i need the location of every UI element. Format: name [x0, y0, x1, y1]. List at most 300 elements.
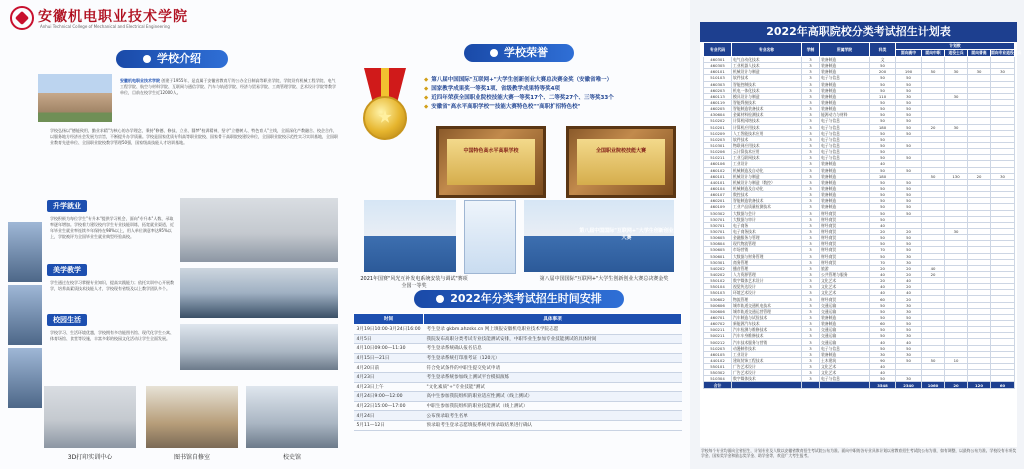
plan-title: 2022年高职院校分类考试招生计划表 — [700, 22, 1017, 42]
schedule-row — [354, 382, 682, 392]
plan-cell: 公共管理与服务 — [820, 271, 870, 277]
plan-cell: 3 — [802, 149, 820, 155]
plan-cell: 30 — [991, 69, 1015, 75]
plan-cell: 50 — [896, 118, 922, 124]
schedule-time-cell: 5月11—12日 — [354, 420, 424, 430]
plan-cell: 动漫制作技术 — [732, 345, 802, 351]
plan-cell: 50 — [896, 357, 922, 363]
plan-cell: 50 — [870, 308, 896, 314]
plan-total-cell: 60 — [991, 382, 1015, 388]
plan-cell: 财经商贸 — [820, 247, 870, 253]
plan-cell: 3 — [802, 204, 820, 210]
plan-cell: 3 — [802, 321, 820, 327]
plan-cell: 模具设计与制造 — [732, 93, 802, 99]
plan-cell: 文化艺术 — [820, 278, 870, 284]
library-photo — [146, 386, 238, 448]
campus-text: 学校学习、生活环境优越，学校拥有多功能图书馆、现代化学生公寓、体育场馆、食堂等设施，丰富多彩的校园文化活动让学生全面发展。 — [50, 330, 174, 341]
plan-cell: 城市轨道交通运营管理 — [732, 308, 802, 314]
plan-cell: 500212 — [704, 339, 732, 345]
schedule-time-cell: 4月15日—21日 — [354, 353, 424, 363]
plan-cell: 3 — [802, 173, 820, 179]
plan-cell: 10 — [945, 357, 968, 363]
honor-item: ◆ 国家教学成果奖一等奖1项、省级教学成果特等奖4项 — [424, 85, 684, 94]
plan-cell: 50 — [870, 376, 896, 382]
campus-photo — [38, 74, 112, 122]
plan-cell: 3 — [802, 155, 820, 161]
plan-cell: 50 — [870, 192, 896, 198]
plan-cell: 130 — [945, 173, 968, 179]
schedule-item-cell: 高中生参加我院组织的职业适应性测试（线上测试） — [424, 392, 682, 402]
plan-subheader: 面向专业退役士兵 — [991, 50, 1022, 55]
plan-cell: 文化艺术 — [820, 290, 870, 296]
certificate-photo — [464, 200, 516, 274]
plan-cell: 540202 — [704, 271, 732, 277]
plan-cell: 460203 — [704, 87, 732, 93]
plan-cell: 财经商贸 — [820, 259, 870, 265]
plan-cell: 50 — [870, 198, 896, 204]
plan-cell: 30 — [896, 93, 922, 99]
plan-cell: 文 — [870, 57, 896, 63]
school-name-en: Anhui Technical College of Mechanical and Electrical Engineering — [40, 24, 170, 29]
schedule-row — [354, 344, 682, 354]
plan-cell: 装备制造 — [820, 351, 870, 357]
plan-cell: 3 — [802, 259, 820, 265]
plan-cell: 装备制造 — [820, 198, 870, 204]
plan-cell: 30 — [945, 124, 968, 130]
schedule-row — [354, 401, 682, 411]
plan-cell: 20 — [922, 124, 945, 130]
plan-cell: 50 — [896, 235, 922, 241]
plan-cell: 510211 — [704, 155, 732, 161]
plan-cell: 3 — [802, 130, 820, 136]
plan-cell: 大数据与会计 — [732, 210, 802, 216]
plan-cell: 460105 — [704, 351, 732, 357]
plan-cell: 建筑装饰工程技术 — [732, 357, 802, 363]
plan-cell: 30 — [870, 351, 896, 357]
plan-cell: 50 — [896, 345, 922, 351]
plan-cell: 50 — [896, 327, 922, 333]
plan-cell: 440101 — [704, 179, 732, 185]
plan-cell: 3 — [802, 351, 820, 357]
plan-cell: 550104 — [704, 284, 732, 290]
plan-cell: 50 — [870, 106, 896, 112]
plan-cell: 装备制造 — [820, 314, 870, 320]
plan-cell: 财经商贸 — [820, 216, 870, 222]
plan-cell: 50 — [870, 345, 896, 351]
plan-subheader: 退役士兵 — [945, 50, 968, 57]
plan-cell: 70 — [870, 247, 896, 253]
plan-cell: 50 — [922, 357, 945, 363]
plan-cell: 50 — [870, 235, 896, 241]
plan-cell: 数字媒体技术 — [732, 376, 802, 382]
plan-cell: 500606 — [704, 302, 732, 308]
plan-cell: 交通运输 — [820, 333, 870, 339]
plan-total-row — [704, 382, 1015, 388]
plan-cell: 50 — [896, 241, 922, 247]
plan-cell: 50 — [896, 106, 922, 112]
honors-title-text: 学校荣誉 — [504, 46, 548, 59]
classroom-photo — [180, 268, 338, 318]
plan-cell: 软件技术 — [732, 75, 802, 81]
plan-cell: 3 — [802, 198, 820, 204]
plaque-right — [566, 126, 676, 198]
plan-total-cell: 120 — [968, 382, 991, 388]
schedule-row — [354, 334, 682, 344]
plan-cell: 20 — [896, 296, 922, 302]
honor-caption-left: 2021年国赛"风光互补发电系统安装与调试"赛项全国一等奖 — [360, 276, 468, 289]
plan-cell: 440102 — [704, 357, 732, 363]
plan-cell: 商务管理 — [732, 259, 802, 265]
plan-cell: 30 — [896, 308, 922, 314]
plan-cell: 530302 — [704, 210, 732, 216]
plan-cell: 460101 — [704, 173, 732, 179]
intro-title — [116, 50, 228, 68]
plan-cell: 50 — [896, 112, 922, 118]
plan-cell: 50 — [870, 167, 896, 173]
plan-cell: 460201 — [704, 198, 732, 204]
plan-cell: 50 — [896, 155, 922, 161]
plan-cell: 510304 — [704, 376, 732, 382]
plan-total-cell — [732, 382, 802, 388]
plan-cell: 530701 — [704, 222, 732, 228]
plan-cell: 3 — [802, 142, 820, 148]
plan-cell: 装备制造 — [820, 57, 870, 63]
plan-cell: 汽车检测与维修技术 — [732, 327, 802, 333]
plan-cell: 40 — [870, 222, 896, 228]
plan-cell: 3 — [802, 216, 820, 222]
plan-cell: 电子与信息 — [820, 376, 870, 382]
plan-cell: 20 — [896, 284, 922, 290]
plan-cell: 510301 — [704, 142, 732, 148]
plan-cell: 40 — [870, 290, 896, 296]
plan-cell: 20 — [870, 265, 896, 271]
schedule-row — [354, 392, 682, 402]
plan-cell: 50 — [896, 314, 922, 320]
plan-cell: 土木建筑 — [820, 357, 870, 363]
plan-cell: 460109 — [704, 204, 732, 210]
plan-cell: 3 — [802, 210, 820, 216]
plan-cell: 30 — [896, 351, 922, 357]
plan-cell: 装备制造 — [820, 87, 870, 93]
plan-cell: 城市轨道交通机电技术 — [732, 302, 802, 308]
schedule-item-cell: 我院发布高职分类考试专业技能测试安排，中职毕业生参加专业技能测试的具体时间 — [424, 334, 682, 344]
plan-cell: 工业设计 — [732, 351, 802, 357]
plan-cell: 50 — [896, 81, 922, 87]
plan-cell: 530605 — [704, 247, 732, 253]
plan-cell: 机械制造及自动化 — [732, 167, 802, 173]
plan-cell: 机械制造及自动化 — [732, 185, 802, 191]
plan-cell: 3 — [802, 345, 820, 351]
plan-cell: 40 — [896, 290, 922, 296]
award-team-photo — [364, 200, 456, 272]
plan-cell: 装备制造 — [820, 167, 870, 173]
plan-panel — [700, 22, 1022, 447]
plan-cell: 50 — [896, 167, 922, 173]
plan-cell: 40 — [896, 278, 922, 284]
plan-cell: 3 — [802, 228, 820, 234]
plan-cell: 50 — [896, 192, 922, 198]
plan-header-type: 科类 — [870, 43, 896, 57]
plan-cell: 430604 — [704, 112, 732, 118]
plan-cell: 530804 — [704, 241, 732, 247]
plan-cell: 财经商贸 — [820, 241, 870, 247]
plan-cell: 460702 — [704, 321, 732, 327]
plan-cell: 30 — [968, 69, 991, 75]
plan-cell: 装备制造 — [820, 63, 870, 69]
intro-body: 学校弘扬以"德能致用，勤业求精"为核心的办学理念，秉持"修德、修技、立业、圆梦"校训精神，坚守"立德树人、特色育人"主线，全面深化产教融合、校企合作，以服务地方经济社会发展为宗旨，不断提升办学质量。学校是国家优质专科高等职业院校、国家骨干高职院校建设单位，全国职业院校示范性实习实训基地，全国职业教育先进单位、全国职业院校教学管理50强，国家级高技能人才培训基地。 — [50, 128, 338, 145]
plan-cell: 460301 — [704, 57, 732, 63]
plan-cell: 50 — [870, 112, 896, 118]
intro-lead-name: 安徽机电职业技术学院 — [120, 78, 160, 83]
plan-cell: 3 — [802, 357, 820, 363]
dorm-photo — [180, 324, 338, 370]
plan-cell: 20 — [968, 173, 991, 179]
plan-cell: 550101 — [704, 364, 732, 370]
plan-cell: 数控技术 — [732, 192, 802, 198]
plan-cell: 50 — [870, 302, 896, 308]
plan-cell: 旅游 — [820, 265, 870, 271]
plan-cell: 财经商贸 — [820, 228, 870, 234]
plan-cell: 50 — [870, 136, 896, 142]
schedule-header-time: 时间 — [354, 314, 424, 325]
plan-cell: 510206 — [704, 149, 732, 155]
plan-cell: 510201 — [704, 124, 732, 130]
plan-cell: 3 — [802, 253, 820, 259]
school-name: 安徽机电职业技术学院 — [38, 9, 188, 25]
plan-cell: 物流管理 — [732, 296, 802, 302]
plan-cell: 汽车制造与试验技术 — [732, 314, 802, 320]
plan-cell: 460305 — [704, 63, 732, 69]
schedule-item-cell: 考生登录系统打印准考证（120元） — [424, 353, 682, 363]
plan-subheader: 面向高中 — [896, 50, 922, 57]
plan-cell: 460106 — [704, 161, 732, 167]
life-text: 学生通过在校学习掌握专业知识，提高实践能力；依托实训中心开展教学，培养高素质技术技能人才，学校现有省级及以上教学团队多个。 — [50, 280, 174, 291]
plan-cell: 3 — [802, 290, 820, 296]
plan-cell: 3 — [802, 376, 820, 382]
plan-cell: 3 — [802, 284, 820, 290]
schedule-row — [354, 420, 682, 430]
plan-cell: 电气自动化技术 — [732, 57, 802, 63]
plan-cell: 3 — [802, 69, 820, 75]
plan-cell: 40 — [896, 339, 922, 345]
plan-cell: 机械设计与制造 — [732, 173, 802, 179]
plan-cell: 3 — [802, 112, 820, 118]
plan-cell: 50 — [922, 173, 945, 179]
honors-panel — [344, 0, 690, 469]
schedule-title — [414, 290, 624, 308]
plan-cell: 计算机应用技术 — [732, 124, 802, 130]
history-hall-photo — [246, 386, 338, 448]
plan-cell: 500606 — [704, 308, 732, 314]
plan-cell: 交通运输 — [820, 308, 870, 314]
plan-cell: 40 — [870, 161, 896, 167]
plan-cell: 文化艺术 — [820, 364, 870, 370]
honor-item: ◆ 近四年荣获全国职业院校技能大赛一等奖17个、二等奖27个、三等奖33个 — [424, 94, 684, 103]
schedule-time-cell: 3月19日10:00-3月24日16:00 — [354, 325, 424, 335]
plan-cell: 60 — [870, 296, 896, 302]
plan-subheader: 面向普高 — [968, 50, 991, 57]
plan-cell: 510209 — [704, 130, 732, 136]
plan-cell: 50 — [896, 210, 922, 216]
plan-cell: 50 — [870, 210, 896, 216]
plan-cell: 大数据与审计 — [732, 216, 802, 222]
plan-footnote: 学校每个专业均面向全省招生，计划专业及人数以安徽省教育招生考试院公布为准。面向中职的各专业具体计划以省教育招生考试院公布为准，如有调整，以最终公布为准。学校设有专项奖学金、国家奖学金和励志奖学金、助学金等，欢迎广大考生报考。 — [701, 448, 1017, 458]
schedule-body — [354, 325, 682, 431]
plan-cell: 50 — [870, 99, 896, 105]
plan-cell: 电子商务技术 — [732, 228, 802, 234]
plan-cell: 3 — [802, 370, 820, 376]
plan-cell: 广告艺术设计 — [732, 370, 802, 376]
honor-caption-right: 第八届中国国际"互联网+"大学生创新创业大赛总决赛金奖 — [539, 276, 669, 282]
intro-lead-text: 创建于1955年，是直属于安徽省教育厅的公办全日制高等职业学院，学院设有机械工程学院、电气工程学院、航空与材料学院、互联网与通信学院、汽车与轨道学院、经济与贸易学院、工商管理学院、艺术设计学院等教学单位，目前在校学生近12000人。 — [120, 78, 336, 95]
plan-cell: 文化艺术 — [820, 284, 870, 290]
plan-cell: 50 — [870, 142, 896, 148]
school-logo-icon — [10, 6, 34, 30]
plan-cell: 机械设计与制造（数控） — [732, 179, 802, 185]
bullet-icon — [143, 55, 151, 63]
plan-cell: 数字媒体艺术设计 — [732, 278, 802, 284]
plan-cell: 3 — [802, 57, 820, 63]
plan-cell: 50 — [870, 185, 896, 191]
honor-list — [424, 76, 684, 112]
plan-cell: 财经商贸 — [820, 253, 870, 259]
plan-cell: 50 — [870, 253, 896, 259]
plan-cell: 交通运输 — [820, 327, 870, 333]
plan-cell: 50 — [870, 75, 896, 81]
plan-cell: 460107 — [704, 192, 732, 198]
plan-cell: 3 — [802, 333, 820, 339]
plan-header-code: 专业代码 — [704, 43, 732, 57]
plan-cell: 智能制造装备技术 — [732, 198, 802, 204]
schedule-row — [354, 363, 682, 373]
plan-cell: 3 — [802, 161, 820, 167]
plan-cell: 能源动力与材料 — [820, 112, 870, 118]
schedule-item-cell: 考生登录系统参加线上测试平台模拟演练 — [424, 372, 682, 382]
3d-print-photo — [44, 386, 136, 448]
plan-cell: 40 — [870, 271, 896, 277]
plan-cell: 70 — [870, 259, 896, 265]
plan-cell: 电子与信息 — [820, 345, 870, 351]
plan-cell: 460102 — [704, 167, 732, 173]
plan-cell: 交通运输 — [820, 339, 870, 345]
plan-cell: 财经商贸 — [820, 210, 870, 216]
plan-cell: 50 — [896, 99, 922, 105]
plan-cell: 金属材料检测技术 — [732, 112, 802, 118]
plan-cell: 新能源汽车技术 — [732, 321, 802, 327]
plan-cell: 装备制造 — [820, 69, 870, 75]
plan-cell: 装备制造 — [820, 106, 870, 112]
plan-cell: 装备制造 — [820, 173, 870, 179]
plan-cell: 文化艺术 — [820, 370, 870, 376]
header — [0, 0, 344, 36]
schedule-item-cell: "文化素质"+"专业技能"测试 — [424, 382, 682, 392]
schedule-row — [354, 411, 682, 421]
plan-cell: 播音管理 — [732, 265, 802, 271]
plan-cell: 3 — [802, 185, 820, 191]
plan-cell: 3 — [802, 302, 820, 308]
plan-cell: 50 — [870, 118, 896, 124]
schedule-time-cell: 4月24日9:00—12:00 — [354, 392, 424, 402]
schedule-item-cell: 中职生参加我院组织的职业技能测试（线上测试） — [424, 401, 682, 411]
plan-header-count: 计划数 — [896, 43, 1015, 50]
plan-cell: 50 — [870, 333, 896, 339]
honors-title — [464, 44, 574, 62]
plan-cell: 3 — [802, 81, 820, 87]
plan-cell: 工业产品质量检测技术 — [732, 204, 802, 210]
plan-cell: 50 — [870, 63, 896, 69]
plan-cell: 20 — [922, 271, 945, 277]
plan-cell: 计算机网络技术 — [732, 118, 802, 124]
plaque-right-text: 全国职业院校技能大赛 — [595, 148, 646, 154]
plan-cell: 110 — [870, 93, 896, 99]
plan-cell: 500211 — [704, 327, 732, 333]
plan-cell: 50 — [870, 179, 896, 185]
plan-cell: 50 — [870, 149, 896, 155]
plan-total-cell — [820, 382, 870, 388]
schedule-time-cell: 4月23日 — [354, 372, 424, 382]
plan-cell: 40 — [870, 370, 896, 376]
plan-cell: 3 — [802, 271, 820, 277]
plan-cell: 工业互联网技术 — [732, 155, 802, 161]
plan-cell: 540202 — [704, 265, 732, 271]
plan-cell: 50 — [870, 81, 896, 87]
photo-collage — [8, 222, 42, 412]
plan-cell: 环境艺术设计 — [732, 290, 802, 296]
plan-cell: 3 — [802, 106, 820, 112]
plan-cell: 550102 — [704, 278, 732, 284]
plan-cell: 工业设计 — [732, 161, 802, 167]
plan-cell: 510203 — [704, 345, 732, 351]
caption-library: 图书馆自修室 — [173, 454, 210, 461]
plan-cell: 190 — [896, 69, 922, 75]
plan-cell: 3 — [802, 179, 820, 185]
plan-cell: 财经商贸 — [820, 235, 870, 241]
plan-cell: 20 — [896, 271, 922, 277]
plan-cell: 200 — [870, 69, 896, 75]
plan-cell: 电子商务 — [732, 222, 802, 228]
schedule-item-cell: 符合免试条件的中职生提交免试申请 — [424, 363, 682, 373]
life-tag: 美学教学 — [47, 264, 87, 276]
schedule-item-cell: 公布预录取考生名单 — [424, 411, 682, 421]
plan-cell: 3 — [802, 136, 820, 142]
plan-cell: 3 — [802, 265, 820, 271]
plan-cell: 机电一体化技术 — [732, 87, 802, 93]
plan-cell: 汽车车身维修技术 — [732, 333, 802, 339]
plan-cell: 30 — [945, 69, 968, 75]
plan-cell: 电子与信息 — [820, 136, 870, 142]
plan-cell: 530602 — [704, 296, 732, 302]
honor-item: ◆ 安徽省"高水平高职学校""技能大赛特色校""高职扩招特色校" — [424, 103, 684, 112]
plan-total-cell: 20 — [945, 382, 968, 388]
plan-cell: 物联网应用技术 — [732, 142, 802, 148]
plan-cell: 软件技术 — [732, 136, 802, 142]
plan-cell: 3 — [802, 93, 820, 99]
plan-cell: 50 — [896, 75, 922, 81]
plan-cell: 30 — [945, 228, 968, 234]
lab-photo — [180, 198, 338, 262]
plan-cell: 40 — [870, 339, 896, 345]
plan-cell: 50 — [896, 321, 922, 327]
plan-cell: 460303 — [704, 81, 732, 87]
plan-cell: 交通运输 — [820, 302, 870, 308]
plan-cell: 30 — [945, 93, 968, 99]
plan-cell: 50 — [896, 124, 922, 130]
plan-cell: 电子与信息 — [820, 75, 870, 81]
plan-cell: 装备制造 — [820, 99, 870, 105]
plan-cell: 视觉传达设计 — [732, 284, 802, 290]
plan-cell: 40 — [870, 364, 896, 370]
intro-lead — [120, 78, 338, 96]
